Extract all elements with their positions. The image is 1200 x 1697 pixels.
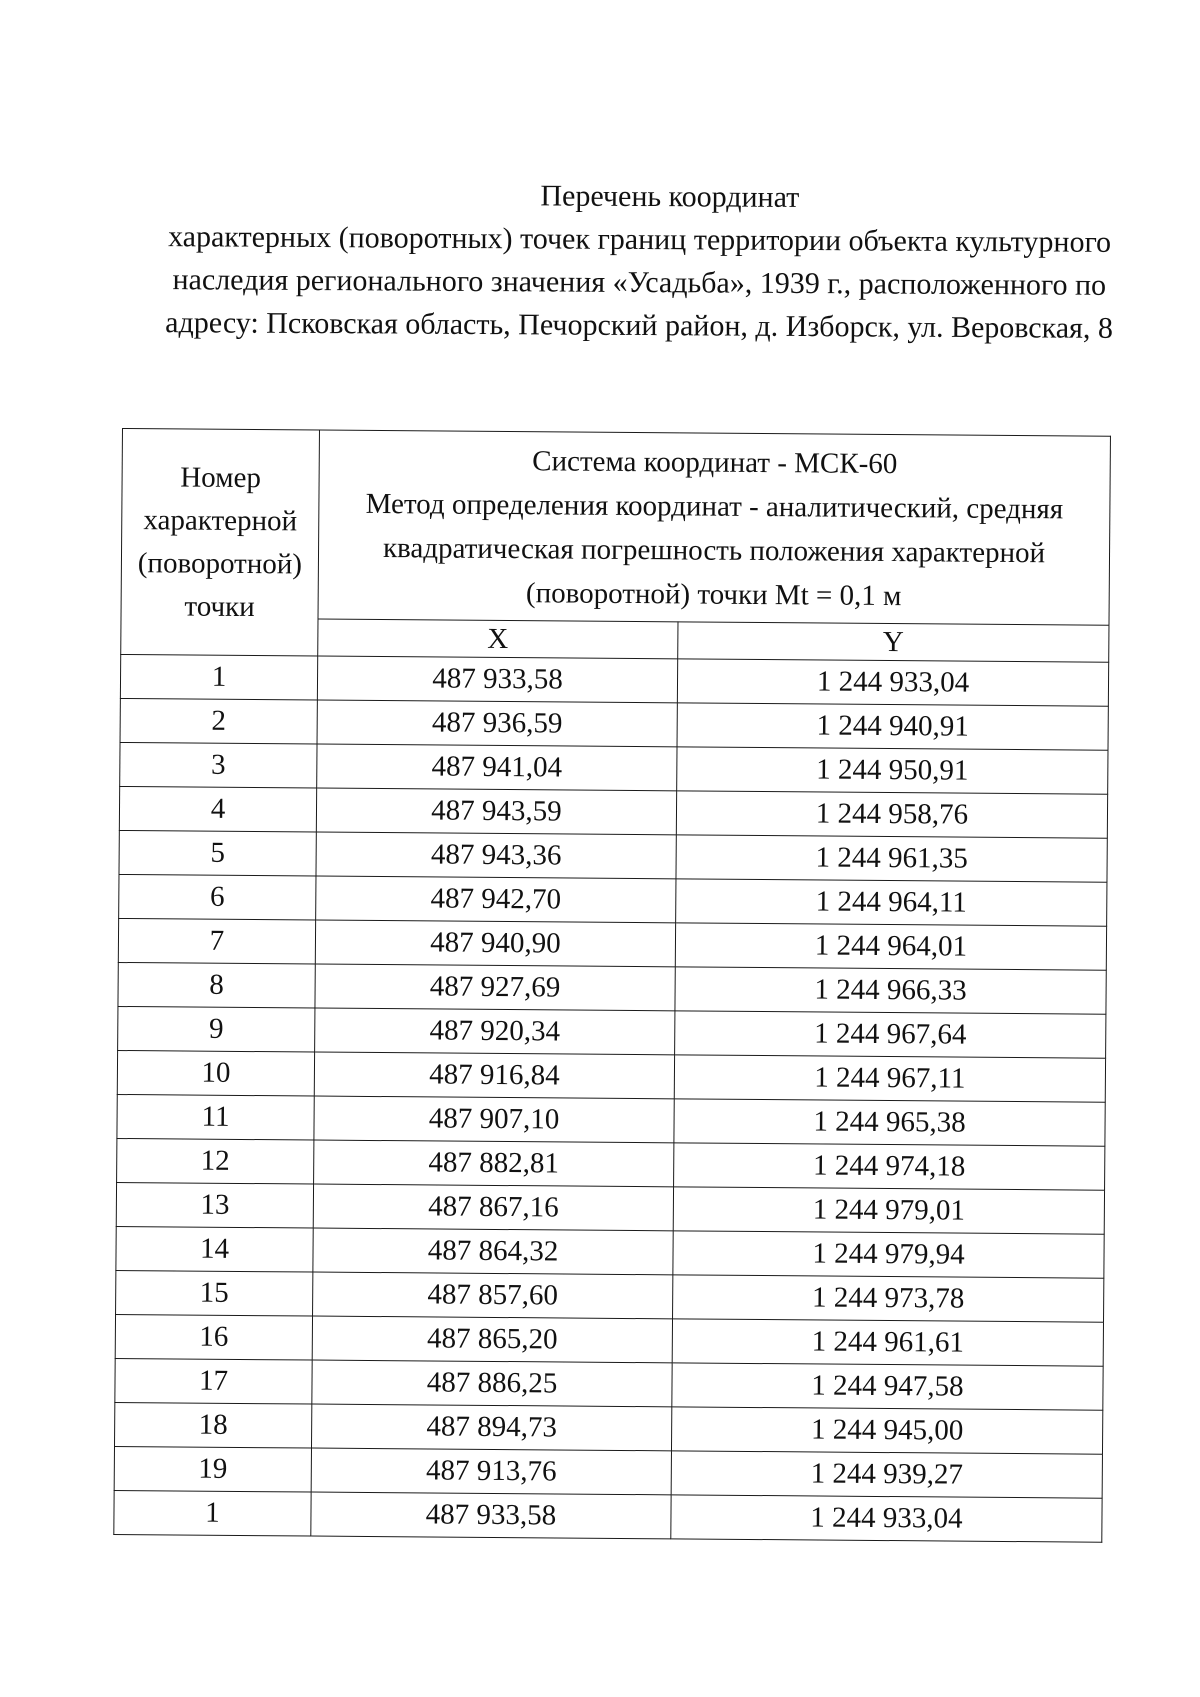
point-number-cell: 9 <box>118 1006 315 1052</box>
table-row <box>116 1182 1104 1234</box>
y-coordinate-cell: 1 244 967,11 <box>674 1055 1105 1102</box>
document-title <box>149 172 1130 350</box>
y-coordinate-cell: 1 244 950,91 <box>677 747 1108 794</box>
table-row <box>117 1138 1105 1190</box>
y-coordinate-cell: 1 244 979,01 <box>673 1187 1104 1234</box>
y-coordinate-cell: 1 244 947,58 <box>672 1363 1103 1410</box>
x-coordinate-cell: 487 913,76 <box>311 1448 671 1495</box>
x-coordinate-cell: 487 916,84 <box>314 1052 674 1099</box>
table-row <box>114 1490 1102 1542</box>
y-coordinate-cell: 1 244 967,64 <box>675 1011 1106 1058</box>
x-coordinate-cell: 487 933,58 <box>317 656 677 703</box>
y-coordinate-cell: 1 244 939,27 <box>671 1451 1102 1498</box>
point-number-cell: 6 <box>119 874 316 920</box>
point-number-cell: 8 <box>118 962 315 1008</box>
point-number-cell: 18 <box>115 1402 312 1448</box>
x-coordinate-cell: 487 942,70 <box>316 876 676 923</box>
table-row <box>118 918 1106 970</box>
x-coordinate-cell: 487 882,81 <box>314 1140 674 1187</box>
point-number-cell: 10 <box>117 1050 314 1096</box>
y-coordinate-cell: 1 244 979,94 <box>673 1231 1104 1278</box>
table-row <box>115 1402 1103 1454</box>
table-row <box>120 742 1108 794</box>
coordinates-table-wrapper <box>113 428 1110 1543</box>
table-row <box>117 1094 1105 1146</box>
y-coordinate-cell: 1 244 966,33 <box>675 967 1106 1014</box>
coordinate-system-header <box>318 430 1110 625</box>
x-coordinate-cell: 487 907,10 <box>314 1096 674 1143</box>
table-row <box>120 654 1108 706</box>
title-line: адресу: Псковская область, Печорский район, д. Изборск, ул. Веровская, 8 <box>165 306 1114 345</box>
table-row <box>118 962 1106 1014</box>
header-line: характерной <box>143 503 298 537</box>
table-row <box>119 786 1107 838</box>
table-row <box>119 874 1107 926</box>
point-number-cell: 17 <box>115 1358 312 1404</box>
point-number-cell: 11 <box>117 1094 314 1140</box>
table-row <box>116 1226 1104 1278</box>
x-coordinate-cell: 487 936,59 <box>317 700 677 747</box>
point-number-cell: 7 <box>118 918 315 964</box>
header-line: Система координат - МСК-60 <box>532 445 898 481</box>
point-number-cell: 4 <box>119 786 316 832</box>
x-coordinate-cell: 487 864,32 <box>313 1228 673 1275</box>
point-number-cell: 16 <box>115 1314 312 1360</box>
point-number-cell: 1 <box>120 654 317 700</box>
x-coordinate-cell: 487 894,73 <box>311 1404 671 1451</box>
x-coordinate-cell: 487 933,58 <box>311 1492 671 1539</box>
y-coordinate-cell: 1 244 965,38 <box>674 1099 1105 1146</box>
y-coordinate-cell: 1 244 933,04 <box>671 1495 1102 1542</box>
point-number-cell: 15 <box>116 1270 313 1316</box>
header-line: квадратическая погрешность положения характерной <box>382 532 1046 570</box>
table-row <box>115 1358 1103 1410</box>
y-coordinate-cell: 1 244 974,18 <box>674 1143 1105 1190</box>
table-row <box>115 1314 1103 1366</box>
y-coordinate-cell: 1 244 973,78 <box>673 1275 1104 1322</box>
point-number-cell: 12 <box>117 1138 314 1184</box>
table-row <box>117 1050 1105 1102</box>
y-coordinate-cell: 1 244 940,91 <box>677 703 1108 750</box>
point-number-cell: 19 <box>114 1446 311 1492</box>
coordinates-table <box>113 428 1111 1543</box>
x-coordinate-cell: 487 940,90 <box>315 920 675 967</box>
title-line: наследия регионального значения «Усадьба», 1939 г., расположенного по <box>172 263 1107 302</box>
header-line: (поворотной) <box>137 546 303 580</box>
x-coordinate-cell: 487 943,36 <box>316 832 676 879</box>
y-coordinate-cell: 1 244 961,61 <box>672 1319 1103 1366</box>
table-row <box>116 1270 1104 1322</box>
point-number-cell: 2 <box>120 698 317 744</box>
point-number-cell: 13 <box>116 1182 313 1228</box>
x-coordinate-cell: 487 927,69 <box>315 964 675 1011</box>
table-row <box>114 1446 1102 1498</box>
table-header-row <box>121 429 1110 626</box>
x-coordinate-cell: 487 941,04 <box>317 744 677 791</box>
x-column-header: X <box>318 619 678 659</box>
table-row <box>118 1006 1106 1058</box>
title-line: характерных (поворотных) точек границ территории объекта культурного <box>168 220 1112 259</box>
x-coordinate-cell: 487 865,20 <box>312 1316 672 1363</box>
y-coordinate-cell: 1 244 964,01 <box>675 923 1106 970</box>
y-coordinate-cell: 1 244 961,35 <box>676 835 1107 882</box>
point-number-cell: 3 <box>120 742 317 788</box>
table-row <box>119 830 1107 882</box>
y-coordinate-cell: 1 244 945,00 <box>671 1407 1102 1454</box>
x-coordinate-cell: 487 857,60 <box>313 1272 673 1319</box>
header-line: Номер <box>180 460 262 494</box>
x-coordinate-cell: 487 920,34 <box>315 1008 675 1055</box>
point-number-header <box>121 429 320 657</box>
y-coordinate-cell: 1 244 964,11 <box>676 879 1107 926</box>
y-coordinate-cell: 1 244 933,04 <box>677 659 1108 706</box>
x-coordinate-cell: 487 867,16 <box>313 1184 673 1231</box>
header-line: точки <box>184 589 255 623</box>
point-number-cell: 14 <box>116 1226 313 1272</box>
header-line: (поворотной) точки Mt = 0,1 м <box>525 577 902 613</box>
point-number-cell: 5 <box>119 830 316 876</box>
y-coordinate-cell: 1 244 958,76 <box>676 791 1107 838</box>
table-body <box>114 654 1109 1542</box>
y-column-header: Y <box>678 622 1109 662</box>
title-line: Перечень координат <box>540 179 800 214</box>
x-coordinate-cell: 487 886,25 <box>312 1360 672 1407</box>
x-coordinate-cell: 487 943,59 <box>316 788 676 835</box>
table-row <box>120 698 1108 750</box>
point-number-cell: 1 <box>114 1490 311 1536</box>
header-line: Метод определения координат - аналитический, средняя <box>365 487 1064 526</box>
